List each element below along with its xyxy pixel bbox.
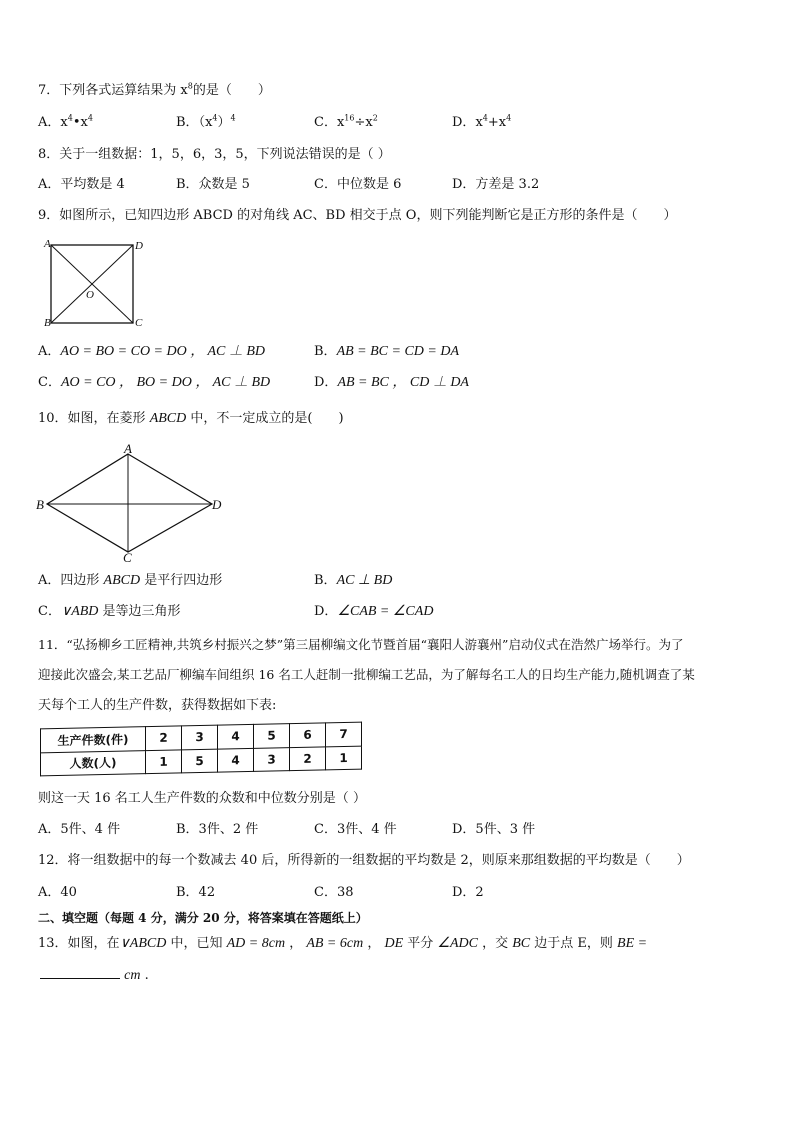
q12-option-a: A．40 <box>38 885 77 900</box>
label-d: D <box>212 497 222 512</box>
q11-data-table <box>40 725 362 773</box>
q11-line-2: 迎接此次盛会,某工艺品厂柳编车间组织 16 名工人赶制一批柳编工艺品，为了解每名工人的日均生产能力,随机调查了某 <box>38 667 695 682</box>
q12-option-d: D．2 <box>452 885 484 900</box>
q10-rhombus-figure <box>36 441 236 565</box>
q10-option-a: A．四边形 ABCD 是平行四边形 <box>38 573 223 588</box>
table-cell: 1 <box>146 749 182 773</box>
q9-option-c: C．AO = CO ， BO = DO ， AC ⊥ BD <box>38 375 271 390</box>
q9-option-a: A．AO = BO = CO = DO ， AC ⊥ BD <box>38 344 266 359</box>
table-cell: 5 <box>182 749 218 773</box>
label-d: D <box>135 240 143 252</box>
q8-stem: 8．关于一组数据：1，5，6，3，5，下列说法错误的是（ ） <box>38 147 391 162</box>
q8-option-a: A．平均数是 4 <box>38 177 125 192</box>
table-cell: 3 <box>254 747 290 771</box>
q7-option-d: D．$x^4+x^4$ <box>452 113 512 130</box>
section-2-title: 二、填空题（每题 4 分，满分 20 分，将答案填在答题纸上） <box>38 911 368 925</box>
q13-line-1: 13．如图，在∨ABCD 中，已知 AD = 8cm ， AB = 6cm ， DE 平分 ∠ADC ，交 BC 边于点 E，则 BE = <box>38 936 648 951</box>
table-cell: 2 <box>146 726 182 750</box>
table-cell: 4 <box>218 724 254 748</box>
q11-option-b: B．3件、2 件 <box>176 822 259 837</box>
q11-option-d: D．5件、3 件 <box>452 822 536 837</box>
label-c: C <box>135 317 143 329</box>
q8-option-b: B．众数是 5 <box>176 177 250 192</box>
table-cell: 6 <box>290 723 326 747</box>
label-a: A <box>44 238 51 250</box>
answer-blank[interactable] <box>40 966 120 979</box>
q10-option-c: C．∨ABD 是等边三角形 <box>38 604 181 619</box>
table-cell: 4 <box>218 748 254 772</box>
label-a: A <box>124 441 132 456</box>
q8-option-d: D．方差是 3.2 <box>452 177 540 192</box>
table-cell: 2 <box>290 746 326 770</box>
table-cell: 7 <box>326 722 362 746</box>
table-cell: 5 <box>254 724 290 748</box>
q9-stem: 9．如图所示，已知四边形 ABCD 的对角线 AC、BD 相交于点 O，则下列能判断它是正方形的条件是（ ） <box>38 208 677 223</box>
q11-line-1: 11．“弘扬柳乡工匠精神,共筑乡村振兴之梦”第三届柳编文化节暨首届“襄阳人游襄州”启动仪式在浩然广场举行。为了 <box>38 637 684 652</box>
table-header-cell: 生产件数(件) <box>41 727 146 753</box>
q10-option-b: B．AC ⊥ BD <box>314 573 393 588</box>
q12-option-c: C．38 <box>314 885 354 900</box>
q7-option-c: C．$x^{16}\div x^2$ <box>314 113 378 130</box>
label-c: C <box>123 550 132 565</box>
q12-stem: 12．将一组数据中的每一个数减去 40 后，所得新的一组数据的平均数是 2，则原来那组数据的平均数是（ ） <box>38 853 690 868</box>
q7-stem: 7．下列各式运算结果为 $x^8$的是（ ） <box>38 81 271 98</box>
label-b: B <box>36 497 44 512</box>
table-header-cell: 人数(人) <box>41 750 146 776</box>
table-cell: 1 <box>326 746 362 770</box>
rhombus-outline <box>47 454 212 552</box>
table-cell: 3 <box>182 725 218 749</box>
q9-square-figure <box>38 238 148 330</box>
q11-option-c: C．3件、4 件 <box>314 822 397 837</box>
q12-option-b: B．42 <box>176 885 216 900</box>
q10-option-d: D．∠CAB = ∠CAD <box>314 604 434 619</box>
q11-question: 则这一天 16 名工人生产件数的众数和中位数分别是（ ） <box>38 791 366 806</box>
q13-line-2: cm . <box>40 966 149 985</box>
label-b: B <box>44 317 51 329</box>
q8-option-c: C．中位数是 6 <box>314 177 402 192</box>
q7-option-a: A．$x^4•x^4$ <box>38 113 93 130</box>
q9-option-d: D．AB = BC ， CD ⊥ DA <box>314 375 469 390</box>
q10-stem: 10．如图，在菱形 ABCD 中，不一定成立的是( ) <box>38 411 344 426</box>
q9-option-b: B．AB = BC = CD = DA <box>314 344 460 359</box>
q11-option-a: A．5件、4 件 <box>38 822 121 837</box>
q7-option-b: B．$(x^4)^4$ <box>176 113 236 130</box>
label-o: O <box>86 289 94 301</box>
q11-line-3: 天每个工人的生产件数，获得数据如下表: <box>38 698 277 713</box>
